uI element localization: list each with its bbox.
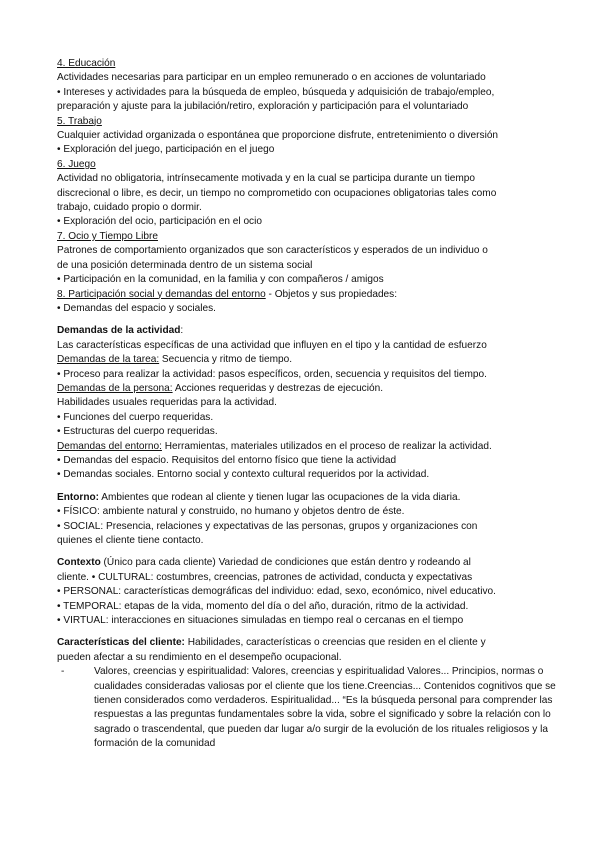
section-demandas-actividad: [57, 324, 560, 482]
bullet-item: • Exploración del ocio, participación en el ocio: [57, 216, 262, 228]
section-description: de una posición determinada dentro de un sistema social: [57, 259, 313, 271]
subheading-text: Acciones requeridas y destrezas de ejecución.: [172, 382, 383, 394]
section-title-rest: - Objetos y sus propiedades:: [265, 288, 398, 300]
text-line: Habilidades usuales requeridas para la actividad.: [57, 397, 277, 409]
text-line: pueden afectar a su rendimiento en el desempeño ocupacional.: [57, 651, 342, 663]
dash-marker: -: [61, 666, 65, 678]
bullet-item: • Participación en la comunidad, en la familia y con compañeros / amigos: [57, 274, 384, 286]
section-heading: Contexto: [57, 557, 101, 569]
section-ocio: [57, 230, 560, 288]
section-entorno: [57, 491, 560, 549]
heading-text: Ambientes que rodean al cliente y tienen lugar las ocupaciones de la vida diaria.: [99, 491, 461, 503]
bullet-item: • Demandas del espacio. Requisitos del entorno físico que tiene la actividad: [57, 454, 397, 466]
heading-line: [57, 491, 560, 505]
section-title-line: [57, 288, 560, 302]
heading-text: (Único para cada cliente) Variedad de condiciones que están dentro y rodeando al: [100, 557, 471, 569]
section-title: 7. Ocio y Tiempo Libre: [57, 230, 158, 242]
list-item-text: Valores, creencias y espiritualidad: Valores, creencias y espiritualidad Valores... Principios, normas o cualidades consideradas valiosas por el cliente que los tiene.Creencias... Contenidos cognitivos que se tienen considerados como verdaderos. Espiritualidad... “Es la búsqueda personal para comprender las respuestas a las preguntas fundamentales sobre la vida, sobre el significado y sobre la relación con lo sagrado o trascendental, que pueden dar lugar a/o surgir de la evolución de los rituales religiosos y la formación de la comunidad: [94, 666, 556, 750]
section-title: 8. Participación social y demandas del entorno: [57, 288, 266, 300]
heading-line: [57, 636, 560, 650]
persona-line: [57, 382, 560, 396]
tarea-line: [57, 353, 560, 367]
bullet-item: • Funciones del cuerpo requeridas.: [57, 411, 214, 423]
section-participacion-social: [57, 288, 560, 317]
section-educacion: [57, 57, 560, 115]
section-title: 4. Educación: [57, 58, 116, 69]
section-heading: Entorno:: [57, 491, 100, 503]
heading-line: [57, 556, 560, 570]
bullet-item: • SOCIAL: Presencia, relaciones y expectativas de las personas, grupos y organizaciones con: [57, 520, 478, 532]
subheading-text: Secuencia y ritmo de tiempo.: [159, 354, 293, 366]
section-description: Las características específicas de una actividad que influyen en el tipo y la cantidad de esfuerzo: [57, 339, 487, 351]
bullet-item: • VIRTUAL: interacciones en situaciones simuladas en tiempo real o cercanas en el tiempo: [57, 615, 464, 627]
subheading: Demandas de la persona:: [57, 382, 173, 394]
subheading-text: Herramientas, materiales utilizados en el proceso de realizar la actividad.: [161, 440, 492, 452]
heading-colon: :: [180, 325, 184, 337]
bullet-item: • Intereses y actividades para la búsqueda de empleo, búsqueda y adquisición de trabajo/empleo,: [57, 86, 495, 98]
bullet-item-continuation: quienes el cliente tiene contacto.: [57, 535, 204, 546]
spacer: [57, 483, 560, 491]
section-heading: Demandas de la actividad: [57, 325, 181, 337]
heading-line: [57, 324, 560, 338]
section-trabajo: [57, 115, 560, 158]
bullet-item: • Exploración del juego, participación en el juego: [57, 144, 275, 156]
bullet-item: • Proceso para realizar la actividad: pasos específicos, orden, secuencia y requisitos del tiempo.: [57, 368, 487, 380]
spacer: [57, 628, 560, 636]
bullet-item: • TEMPORAL: etapas de la vida, momento del día o del año, duración, ritmo de la actividad.: [57, 600, 469, 612]
spacer: [57, 316, 560, 324]
section-description: Cualquier actividad organizada o espontánea que proporcione disfrute, entretenimiento o diversión: [57, 130, 499, 142]
subheading: Demandas del entorno:: [57, 440, 162, 452]
bullet-item: • Estructuras del cuerpo requeridas.: [57, 426, 218, 438]
subheading: Demandas de la tarea:: [57, 354, 160, 366]
text-line: cliente. • CULTURAL: costumbres, creencias, patrones de actividad, conducta y expectativas: [57, 571, 473, 583]
bullet-item: • PERSONAL: características demográficas del individuo: edad, sexo, económico, nivel educativo.: [57, 586, 496, 598]
dash-list-item: [57, 665, 560, 751]
section-title: 5. Trabajo: [57, 115, 102, 127]
section-contexto: [57, 556, 560, 628]
bullet-item-continuation: preparación y ajuste para la jubilación/retiro, exploración y participación para el voluntariado: [57, 101, 469, 113]
bullet-item: • Demandas del espacio y sociales.: [57, 302, 216, 314]
section-description: Patrones de comportamiento organizados que son característicos y esperados de un individuo o: [57, 245, 488, 257]
bullet-item: • Demandas sociales. Entorno social y contexto cultural requeridos por la actividad.: [57, 469, 430, 481]
section-description: Actividades necesarias para participar en un empleo remunerado o en acciones de voluntariado: [57, 72, 486, 84]
section-description: Actividad no obligatoria, intrínsecamente motivada y en la cual se participa durante un tiempo: [57, 173, 476, 185]
heading-text: Habilidades, características o creencias que residen en el cliente y: [184, 637, 486, 649]
entorno-line: [57, 440, 560, 454]
section-juego: [57, 158, 560, 230]
section-title: 6. Juego: [57, 158, 96, 170]
section-description: trabajo, cuidado propio o dormir.: [57, 202, 202, 214]
section-description: discrecional o libre, es decir, un tiempo no comprometido con ocupaciones obligatorias tales como: [57, 187, 497, 199]
section-heading: Características del cliente:: [57, 637, 185, 649]
spacer: [57, 548, 560, 556]
bullet-item: • FÍSICO: ambiente natural y construido, no humano y objetos dentro de éste.: [57, 506, 405, 518]
section-caracteristicas-cliente: [57, 636, 560, 751]
